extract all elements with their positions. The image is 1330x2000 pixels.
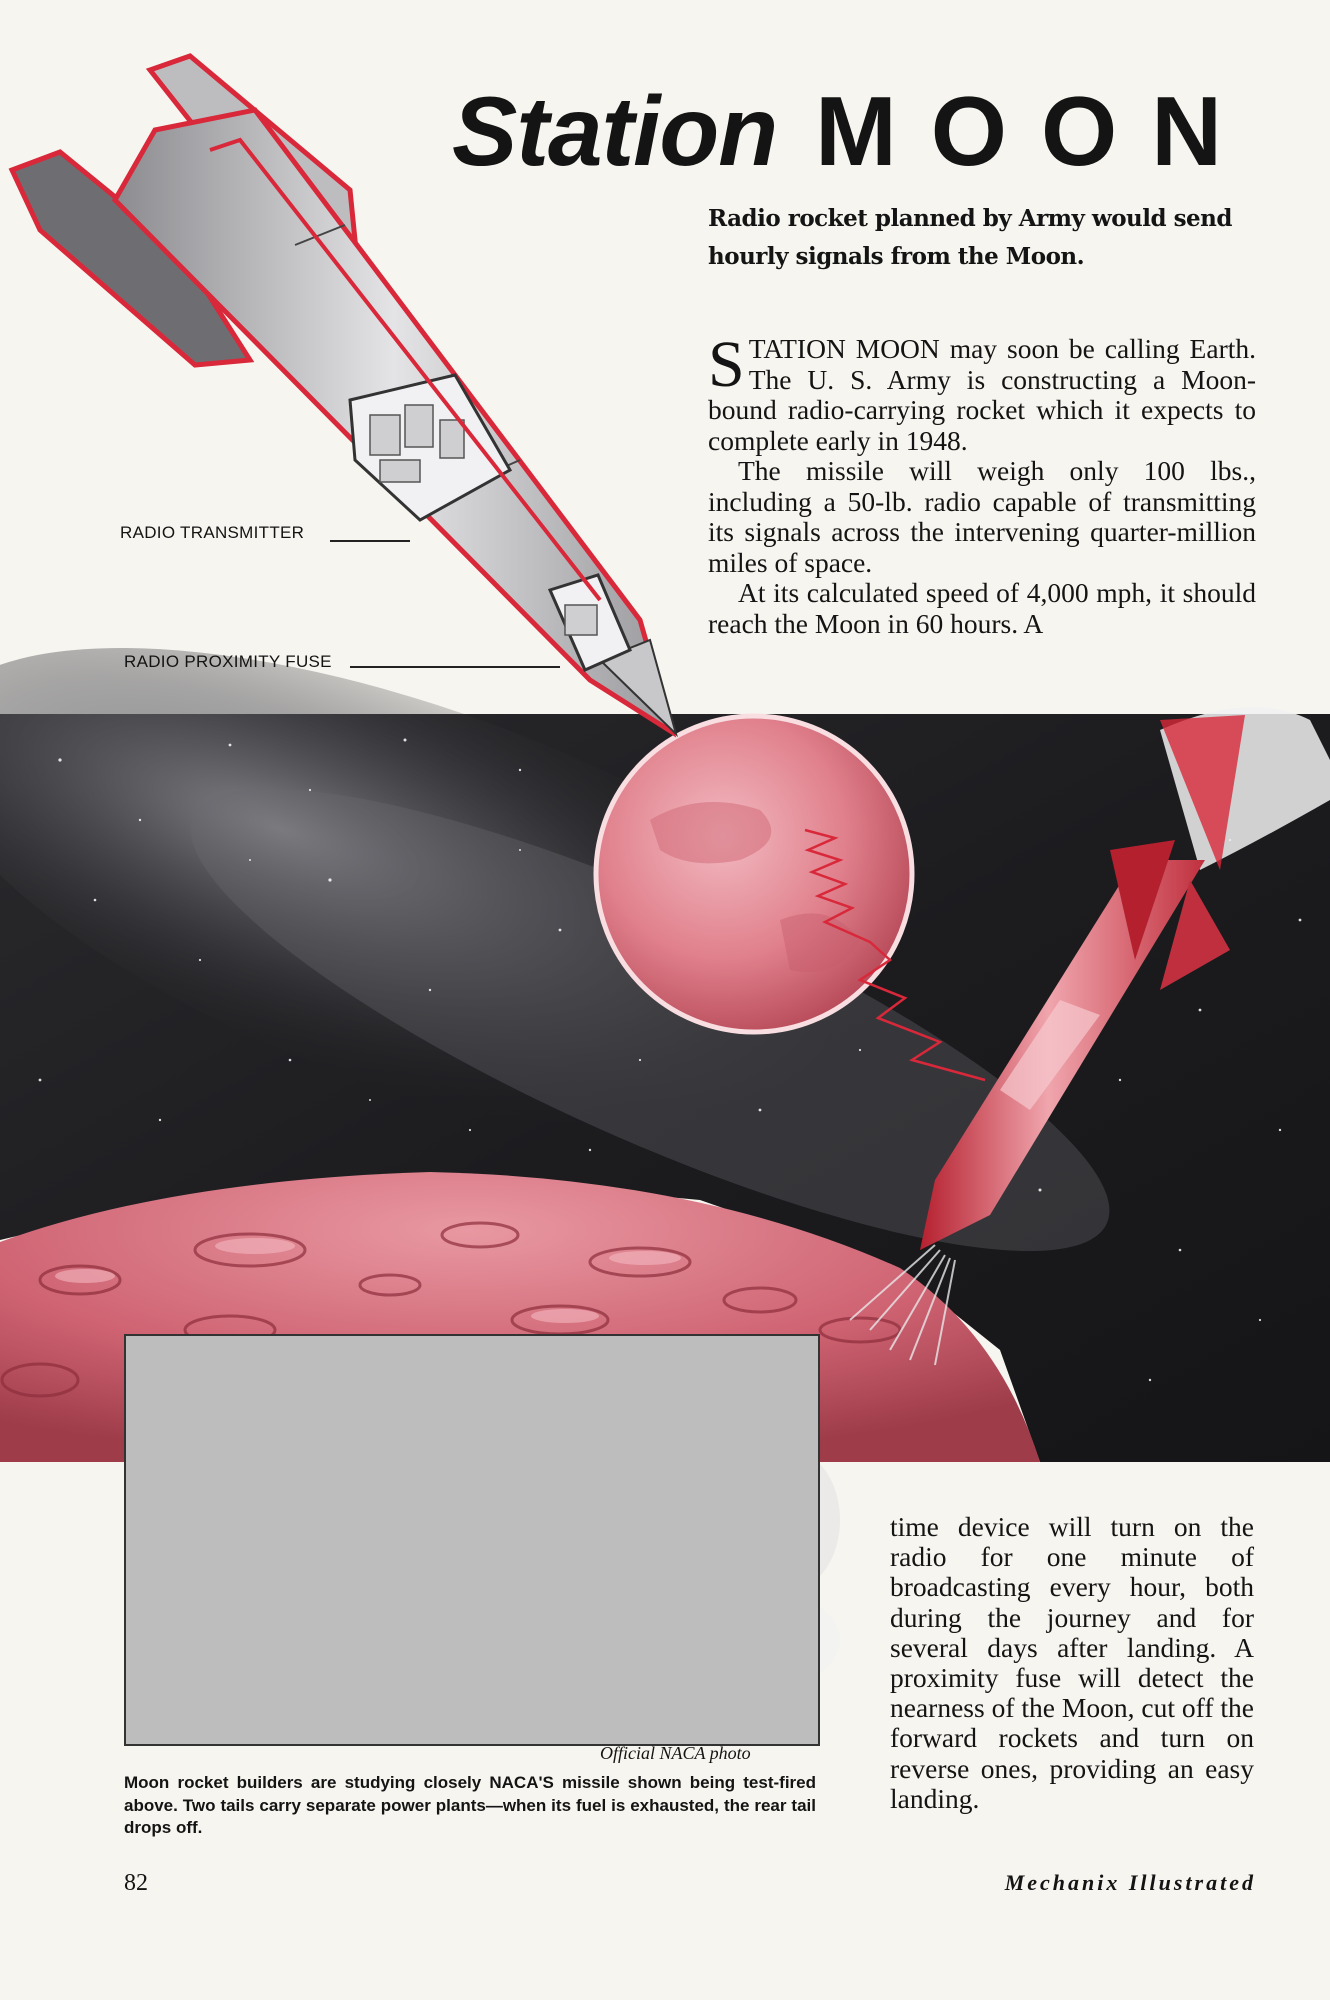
article-column-top	[708, 328, 1256, 639]
article-paragraph-4: time device will turn on the radio for one minute of broadcasting every hour, both during the journey and for several days after landing. A proximity fuse will detect the nearness of the Moon, cut off the forward rockets and turn on reverse ones, providing an easy landing.	[890, 1511, 1254, 1814]
article-paragraph-2: The missile will weigh only 100 lbs., including a 50-lb. radio capable of transmitting its signals across the intervening quarter-million miles of space.	[708, 455, 1256, 578]
article-paragraph-1	[708, 328, 1256, 456]
article-paragraph-3: At its calculated speed of 4,000 mph, it should reach the Moon in 60 hours. A	[708, 577, 1256, 639]
drop-cap: S	[708, 328, 745, 401]
title-word: Station	[452, 76, 778, 186]
label-radio-transmitter: RADIO TRANSMITTER	[120, 523, 305, 542]
paragraph-1-text: TATION MOON may soon be calling Earth. The U. S. Army is constructing a Moon-bound radio-carrying rocket which it expects to complete early in 1948.	[708, 333, 1256, 456]
page-title	[452, 76, 1256, 186]
earth-globe	[596, 716, 912, 1032]
subtitle: Radio rocket planned by Army would send hourly signals from the Moon.	[708, 205, 1232, 270]
magazine-name: Mechanix Illustrated	[1004, 1870, 1256, 1895]
leader-line-transmitter	[330, 540, 410, 542]
photo-caption: Moon rocket builders are studying closely NACA'S missile shown being test-fired above. Two tails carry separate power plants—when its fuel is exhausted, the rear tail drops off.	[124, 1773, 816, 1837]
label-radio-proximity-fuse: RADIO PROXIMITY FUSE	[124, 652, 332, 671]
article-column-bottom	[890, 1512, 1254, 1814]
naca-photo	[124, 1334, 820, 1746]
page-number: 82	[124, 1870, 148, 1896]
photo-credit: Official NACA photo	[600, 1743, 751, 1763]
leader-line-fuse	[350, 666, 560, 668]
title-moon: MOON	[815, 76, 1256, 186]
